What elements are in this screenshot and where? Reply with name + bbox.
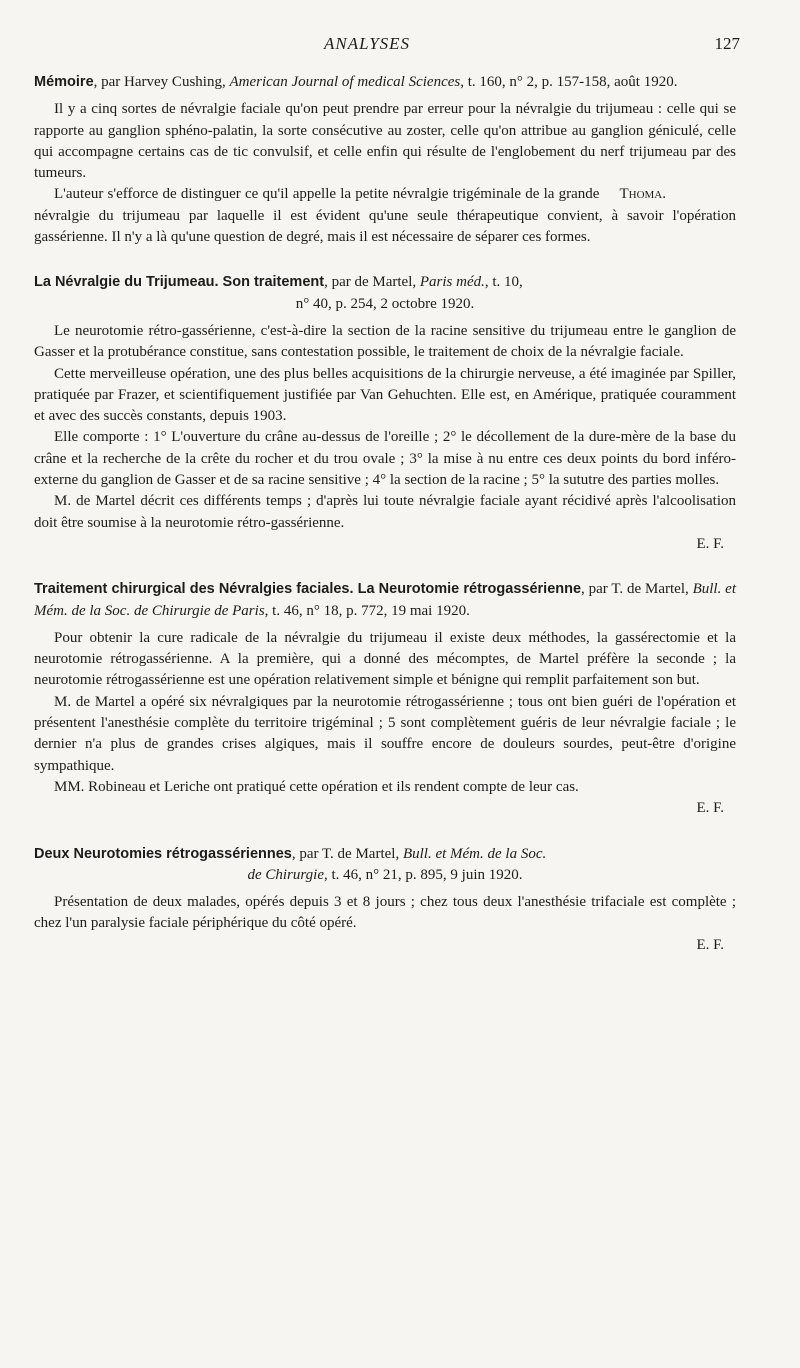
article-journal: Bull. et Mém. de la Soc. de Chirurgie de Paris — [34, 581, 737, 619]
paragraph-with-signature — [34, 184, 736, 248]
signature: E. F. — [696, 535, 724, 552]
article-title: Deux Neurotomies rétrogassériennes — [34, 845, 292, 862]
heading-line-2 — [34, 865, 736, 886]
article-title: La Névralgie du Trijumeau. Son traitement — [34, 274, 325, 291]
signature: E. F. — [696, 800, 724, 817]
article-title: Traitement chirurgical des Névralgies faciales. La Neurotomie rétrogassérienne — [34, 581, 582, 598]
signature: Thoma. — [619, 186, 666, 203]
article-byline: , par de Martel, — [324, 274, 420, 291]
article-journal-cont: de Chirurgie — [247, 866, 324, 883]
article-memoire — [34, 72, 736, 248]
article-journal: Bull. et Mém. de la Soc. — [402, 845, 547, 862]
article-title: Mémoire — [34, 74, 94, 90]
article-byline: , par T. de Martel, — [581, 581, 693, 598]
article-details: , t. 46, n° 18, p. 772, 19 mai 1920. — [264, 602, 470, 619]
article-details: , t. 46, n° 21, p. 895, 9 juin 1920. — [324, 866, 523, 883]
paragraph: M. de Martel a opéré six névralgiques par la neurotomie rétrogassérienne ; tous ont bien guéri de l'opération et présentent l'anesthésie complète du territoire trigéminal ; 5 sont complètement guéris de leur névralgie faciale ; le dernier n'a plus de grandes crises algiques, mais il souffre encore de douleurs sourdes, peut-être d'origine sympathique. — [34, 693, 736, 774]
article-body — [34, 321, 736, 555]
page-content — [34, 72, 736, 960]
paragraph: Il y a cinq sortes de névralgie faciale qu'on peut prendre par erreur pour la névralgie du trijumeau : celle qui se rapporte au ganglion sphéno-palatin, la sorte consécutive au zoster, celle qu'on attribue au ganglion géniculé, celle qui accompagne certains cas de tic convulsif, et celle enfin qui résulte de l'englobement du nerf trijumeau par des tumeurs. — [34, 101, 736, 182]
paragraph-text: L'auteur s'efforce de distinguer ce qu'il appelle la petite névralgie trigéminale de la grande névralgie du trijumeau par laquelle il est évident qu'une seule thérapeutique convient, à savoir l'opération gassérienne. Il n'y a là qu'une question de degré, mais il est nécessaire de séparer ces formes. — [34, 186, 736, 246]
paragraph: M. de Martel décrit ces différents temps ; d'après lui toute névralgie faciale ayant récidivé après l'alcoolisation doit être soumise à la neurotomie rétro-gassérienne. — [34, 493, 736, 531]
running-head — [0, 34, 800, 56]
article-body — [34, 892, 736, 956]
article-details: , t. 10, — [484, 274, 523, 291]
paragraph: Présentation de deux malades, opérés depuis 3 et 8 jours ; chez tous deux l'anesthésie trifaciale est complète ; chez l'un paralysie faciale périphérique du côté opéré. — [34, 894, 736, 932]
article-citation — [34, 72, 736, 93]
paragraph: Pour obtenir la cure radicale de la névralgie du trijumeau il existe deux méthodes, la gassérectomie et la neurotomie rétrogassérienne. A la première, qui a donné des mécomptes, de Martel préfère la seconde ; la neurotomie rétrogassérienne est une opération relativement simple et bénigne qui remplit parfaitement son but. — [34, 629, 736, 689]
paragraph: Le neurotomie rétro-gassérienne, c'est-à-dire la section de la racine sensitive du trijumeau entre le ganglion de Gasser et la protubérance constitue, sans contestation possible, le traitement de choix de la névralgie faciale. — [34, 322, 736, 361]
article-journal: Paris méd. — [419, 274, 485, 291]
article-heading — [34, 272, 736, 315]
page-number: 127 — [714, 34, 740, 53]
article-heading — [34, 579, 736, 622]
running-head-title: ANALYSES — [324, 34, 411, 53]
heading-line-1 — [34, 272, 736, 293]
article-body — [34, 628, 736, 820]
paragraph: Elle comporte : 1° L'ouverture du crâne au-dessus de l'oreille ; 2° le décollement de la dure-mère de la base du crâne et la recherche de la crête du rocher et du trou ovale ; 3° la mise à nu entre ces deux points du bord inféro-externe du ganglion de Gasser et de sa racine sensitive ; 4° la section de la racine ; 5° la sututre des parties molles. — [34, 429, 736, 489]
article-heading — [34, 844, 736, 887]
paragraph: Cette merveilleuse opération, une des plus belles acquisitions de la chirurgie nerveuse, a été imaginée par Spiller, pratiquée par Frazer, et scientifiquement justifiée par Van Gehuchten. Elle est, en Amérique, pratiquée couramment et avec des succès constants, depuis 1903. — [34, 365, 736, 425]
article-details: , t. 160, n° 2, p. 157-158, août 1920. — [460, 74, 678, 90]
heading-text — [34, 579, 736, 622]
article-byline: , par T. de Martel, — [291, 845, 403, 862]
heading-line-1 — [34, 844, 736, 865]
article-byline: , par Harvey Cushing, — [93, 74, 230, 90]
paragraph: MM. Robineau et Leriche ont pratiqué cette opération et ils rendent compte de leur cas. — [54, 778, 579, 795]
signature: E. F. — [696, 936, 724, 953]
heading-line-2: n° 40, p. 254, 2 octobre 1920. — [295, 295, 475, 312]
article-journal: American Journal of medical Sciences — [229, 74, 461, 90]
